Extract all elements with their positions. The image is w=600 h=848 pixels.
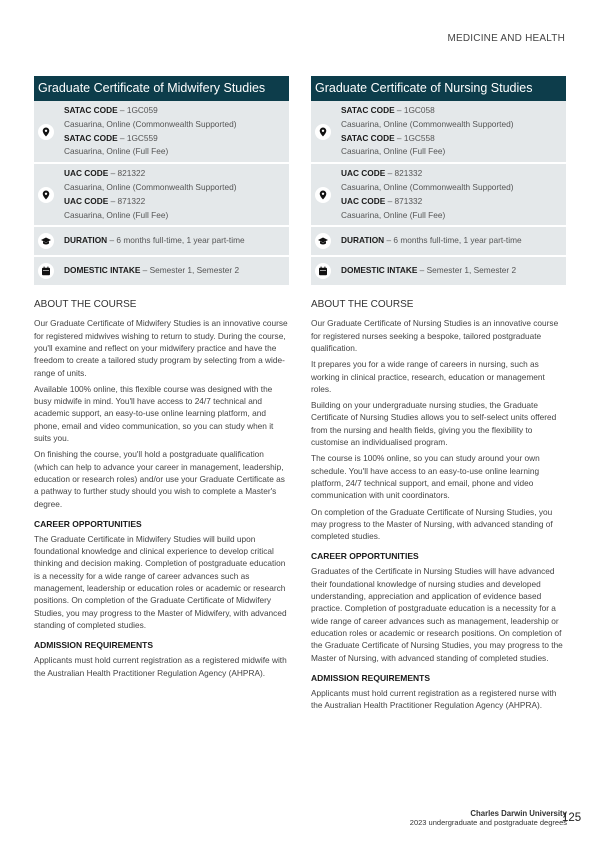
code-detail: Casuarina, Online (Full Fee)	[341, 146, 446, 157]
satac-codes: SATAC CODE – 1GC059 Casuarina, Online (Commonwealth Supported) SATAC CODE – 1GC559 Casuarina, Online (Full Fee)	[34, 101, 289, 164]
footer-university: Charles Darwin University	[470, 809, 567, 818]
admission-heading: ADMISSION REQUIREMENTS	[34, 640, 154, 651]
code-value: 871322	[117, 195, 146, 206]
admission-paragraph: Applicants must hold current registration as a registered midwife with the Australian Health Practitioner Regulation Agency (AHPRA).	[34, 655, 287, 678]
course-title: Graduate Certificate of Midwifery Studies	[34, 76, 289, 101]
page-number: 125	[562, 812, 582, 824]
about-paragraph: On finishing the course, you'll hold a postgraduate qualification (which can help to advance your career in management, leadership, education or research roles) and/or use your Graduate Certificate as a pathway to further study should you wish to complete a Master's degree.	[34, 449, 285, 509]
footer-subtitle: 2023 undergraduate and postgraduate degrees	[409, 818, 567, 827]
code-detail: Casuarina, Online (Commonwealth Supported)	[64, 181, 237, 192]
calendar-icon	[315, 263, 331, 279]
location-pin-icon	[38, 187, 54, 203]
course-title: Graduate Certificate of Nursing Studies	[311, 76, 566, 101]
about-paragraph: Building on your undergraduate nursing studies, the Graduate Certificate of Nursing Studies allows you to self-select units offered from the nursing and health fields, giving you the flexibility to customise an individualised program.	[311, 400, 557, 448]
uac-codes: UAC CODE – 821322 Casuarina, Online (Commonwealth Supported) UAC CODE – 871322 Casuarina, Online (Full Fee)	[34, 164, 289, 227]
admission-heading: ADMISSION REQUIREMENTS	[311, 672, 431, 683]
duration-label: DURATION	[64, 235, 108, 246]
calendar-icon	[38, 263, 54, 279]
graduation-cap-icon	[315, 233, 331, 249]
location-pin-icon	[315, 187, 331, 203]
code-label: UAC CODE	[64, 195, 109, 206]
code-detail: Casuarina, Online (Commonwealth Supported)	[64, 118, 237, 129]
code-value: 1GC558	[403, 132, 435, 143]
code-label: UAC CODE	[64, 168, 109, 179]
code-value: 1GC059	[126, 105, 158, 115]
about-paragraph: The course is 100% online, so you can study around your own schedule. You'll have access to an easy-to-use online learning platform, 24/7 technical support, and email, phone and video communication with unit coordinators.	[311, 453, 540, 501]
code-value: 1GC559	[126, 132, 158, 143]
uac-codes: UAC CODE – 821332 Casuarina, Online (Commonwealth Supported) UAC CODE – 871332 Casuarina, Online (Full Fee)	[311, 164, 566, 227]
intake-label: DOMESTIC INTAKE	[64, 265, 141, 276]
duration-row: DURATION – 6 months full-time, 1 year part-time	[311, 227, 566, 257]
code-label: SATAC CODE	[64, 132, 118, 143]
intake-value: Semester 1, Semester 2	[149, 265, 240, 276]
about-paragraph: Available 100% online, this flexible course was designed with the busy midwife in mind. You'll have access to 24/7 technical and academic support, an easy-to-use online learning platform, and phone, email and video communication, so you can study when it suits you.	[34, 383, 274, 444]
intake-value: Semester 1, Semester 2	[426, 265, 517, 276]
code-value: 1GC058	[403, 105, 435, 115]
code-detail: Casuarina, Online (Commonwealth Supported)	[341, 181, 514, 192]
code-value: 821332	[394, 168, 423, 179]
location-pin-icon	[38, 124, 54, 140]
code-label: SATAC CODE	[64, 105, 118, 115]
career-paragraph: The Graduate Certificate in Midwifery Studies will build upon foundational knowledge and clinical experience to develop critical thinking and decision making. Completion of postgraduate education is a necessity for a wide range of career advances such as management, leadership or education roles or academic or research positions. On completion of the Graduate Certificate of Midwifery Studies, you may progress to the Master of Midwifery, with advanced standing of completed studies.	[34, 533, 287, 630]
location-pin-icon	[315, 124, 331, 140]
code-value: 871332	[394, 195, 423, 206]
intake-row: DOMESTIC INTAKE – Semester 1, Semester 2	[34, 257, 289, 287]
admission-paragraph: Applicants must hold current registration as a registered nurse with the Australian Health Practitioner Regulation Agency (AHPRA).	[311, 687, 557, 711]
about-heading: ABOUT THE COURSE	[34, 299, 137, 311]
about-paragraph: On completion of the Graduate Certificate of Nursing Studies, you may progress to the Master of Nursing, with advanced standing of completed studies.	[311, 506, 553, 542]
career-paragraph: Graduates of the Certificate in Nursing Studies will have advanced their foundational knowledge of nursing studies and developed understanding, appreciation and application of evidence based practice. Completion of postgraduate education is a necessity for a wide range of career advances such as management, leadership or education roles or academic or research positions. On completion of the Graduate Certificate of Nursing Studies, you may progress to the Master of Nursing, with advanced standing of completed studies.	[311, 566, 563, 663]
course-column	[34, 76, 289, 683]
intake-label: DOMESTIC INTAKE	[341, 265, 418, 276]
graduation-cap-icon	[38, 233, 54, 249]
duration-value: 6 months full-time, 1 year part-time	[116, 235, 245, 246]
code-detail: Casuarina, Online (Full Fee)	[64, 146, 169, 157]
code-detail: Casuarina, Online (Commonwealth Supported)	[341, 118, 514, 129]
satac-codes: SATAC CODE – 1GC058 Casuarina, Online (Commonwealth Supported) SATAC CODE – 1GC558 Casuarina, Online (Full Fee)	[311, 101, 566, 164]
code-detail: Casuarina, Online (Full Fee)	[341, 209, 446, 220]
about-paragraph: Our Graduate Certificate of Midwifery Studies is an innovative course for registered midwives wishing to return to study. During the course, you'll examine and reflect on your midwifery practice and have the freedom to create a tailored study program by selecting from a wide-range of units.	[34, 318, 288, 378]
footer	[410, 809, 567, 827]
code-label: UAC CODE	[341, 195, 386, 206]
code-label: SATAC CODE	[341, 132, 395, 143]
code-label: SATAC CODE	[341, 105, 395, 115]
about-paragraph: It prepares you for a wide range of careers in nursing, such as working in clinical practice, research, education or management roles.	[311, 359, 545, 394]
career-heading: CAREER OPPORTUNITIES	[311, 551, 419, 562]
about-paragraph: Our Graduate Certificate of Nursing Studies is an innovative course for registered nurses seeking a bespoke, tailored postgraduate qualification.	[311, 318, 559, 353]
duration-label: DURATION	[341, 235, 385, 246]
section-label: MEDICINE AND HEALTH	[447, 33, 565, 44]
duration-value: 6 months full-time, 1 year part-time	[393, 235, 522, 246]
about-heading: ABOUT THE COURSE	[311, 299, 414, 311]
course-column	[311, 76, 566, 715]
code-value: 821322	[117, 168, 146, 179]
career-heading: CAREER OPPORTUNITIES	[34, 518, 142, 529]
duration-row: DURATION – 6 months full-time, 1 year part-time	[34, 227, 289, 257]
code-detail: Casuarina, Online (Full Fee)	[64, 209, 169, 220]
code-label: UAC CODE	[341, 168, 386, 179]
intake-row: DOMESTIC INTAKE – Semester 1, Semester 2	[311, 257, 566, 287]
